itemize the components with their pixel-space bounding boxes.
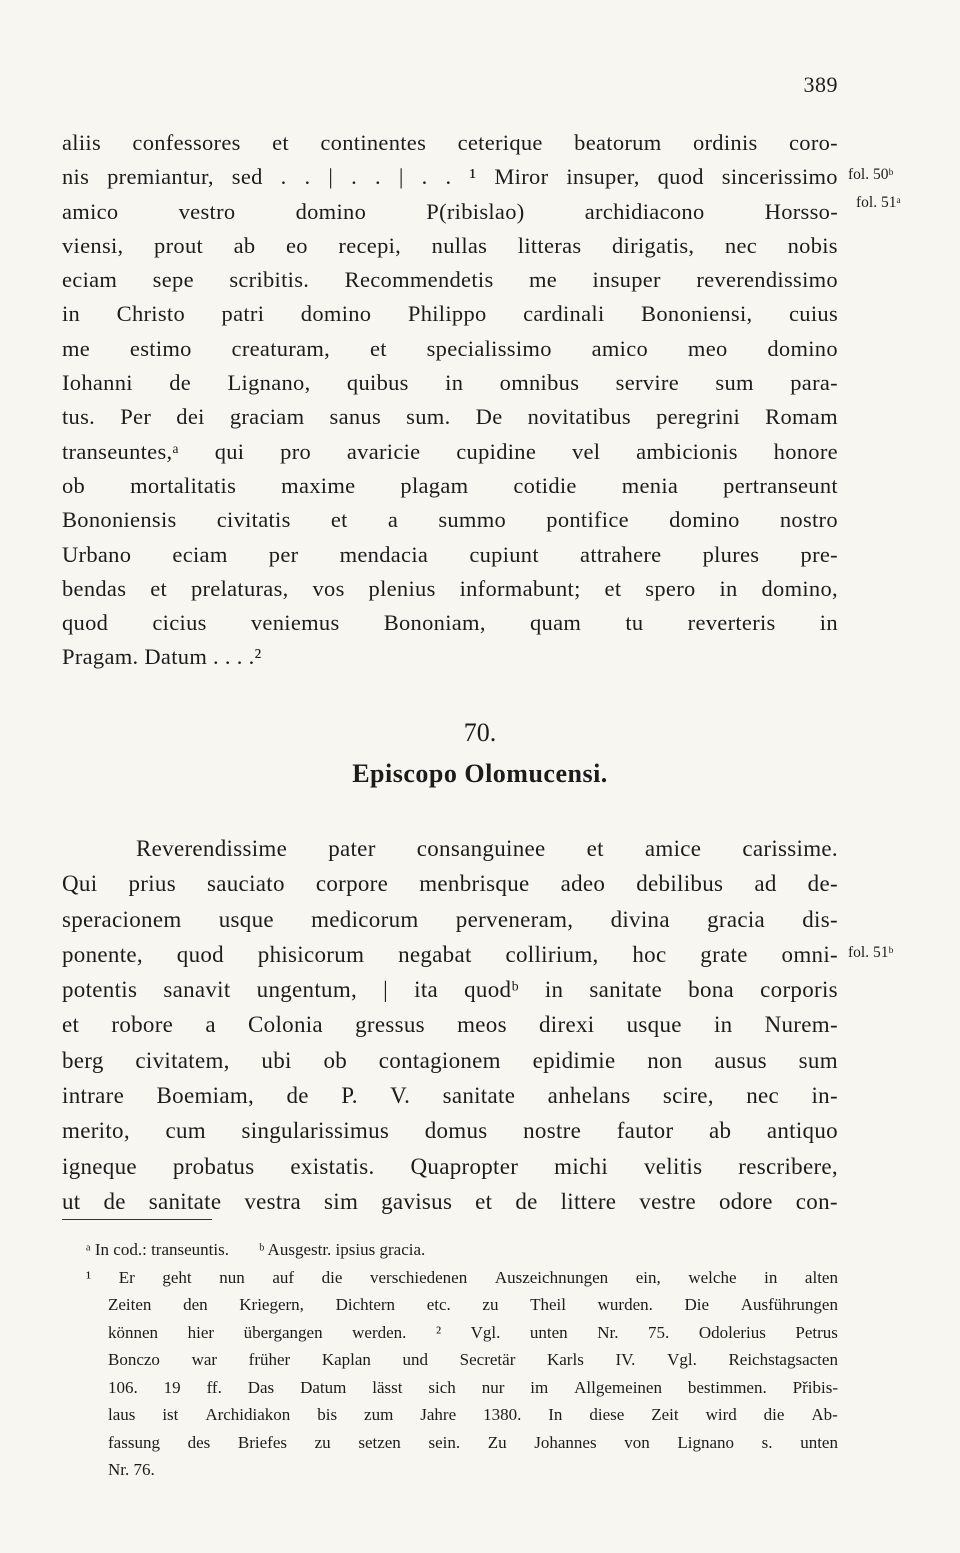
footnote-b: ᵇ Ausgestr. ipsius gracia. <box>258 1240 426 1259</box>
text-line: nis premiantur, sed . . | . . | . . ¹ Miror insuper, quod sincerissimo <box>62 164 838 190</box>
footnote-line: ¹ Er geht nun auf die verschiedenen Auszeichnungen ein, welche in alten <box>86 1267 838 1287</box>
footnote-line <box>86 1236 838 1264</box>
text-line: Iohanni de Lignano, quibus in omnibus servire sum para- <box>62 370 838 396</box>
text-line: ut de sanitate vestra sim gavisus et de littere vestre odore con- <box>62 1188 838 1214</box>
document-heading: Episcopo Olomucensi. <box>352 759 608 788</box>
footnote-line: 106. 19 ff. Das Datum lässt sich nur im Allgemeinen bestimmen. Přibis- <box>108 1377 838 1397</box>
text-line: viensi, prout ab eo recepi, nullas litteras dirigatis, nec nobis <box>62 232 838 258</box>
text-line: quod cicius veniemus Bononiam, quam tu reverteris in <box>62 610 838 636</box>
footnote-divider <box>62 1219 212 1220</box>
text-line: Pragam. Datum . . . .² <box>62 644 262 670</box>
footnote-line: Zeiten den Kriegern, Dichtern etc. zu Theil wurden. Die Ausführungen <box>108 1295 838 1314</box>
text-line: intrare Boemiam, de P. V. sanitate anhelans scire, nec in- <box>62 1083 838 1109</box>
text-line: Urbano eciam per mendacia cupiunt attrahere plures pre- <box>62 541 838 567</box>
text-line: amico vestro domino P(ribislao) archidiacono Horsso- <box>62 198 838 224</box>
footnote-line: fassung des Briefes zu setzen sein. Zu Johannes von Lignano s. unten <box>108 1432 838 1452</box>
page-number: 389 <box>803 72 838 97</box>
footnote-gap <box>229 1236 259 1264</box>
text-line: in Christo patri domino Philippo cardinali Bononiensi, cuius <box>62 301 838 327</box>
text-line: speracionem usque medicorum perveneram, divina gracia dis- <box>62 906 838 932</box>
margin-note-folio: fol. 51ᵇ <box>848 944 894 961</box>
footnote-line: Nr. 76. <box>108 1460 155 1479</box>
previous-letter-text <box>62 126 838 675</box>
margin-note-folio: fol. 51ᵃ <box>856 194 901 211</box>
footnotes <box>86 1236 838 1484</box>
text-line: bendas et prelaturas, vos plenius informabunt; et spero in domino, <box>62 575 838 601</box>
text-line: transeuntes,ᵃ qui pro avaricie cupidine vel ambicionis honore <box>62 438 838 464</box>
text-line: merito, cum singularissimus domus nostre fautor ab antiquo <box>62 1118 838 1144</box>
footnote-a: ᵃ In cod.: transeuntis. <box>86 1240 229 1259</box>
text-line: eciam sepe scribitis. Recommendetis me insuper reverendissimo <box>62 267 838 293</box>
text-line: tus. Per dei graciam sanus sum. De novitatibus peregrini Romam <box>62 404 838 430</box>
footnote-line: laus ist Archidiakon bis zum Jahre 1380. In diese Zeit wird die Ab- <box>108 1405 838 1424</box>
text-line: Qui prius sauciato corpore menbrisque adeo debilibus ad de- <box>62 871 838 897</box>
letter-body <box>62 831 838 1219</box>
text-line: igneque probatus existatis. Quapropter michi velitis rescribere, <box>62 1153 838 1179</box>
text-line: berg civitatem, ubi ob contagionem epidimie non ausus sum <box>62 1047 838 1073</box>
text-line: Bononiensis civitatis et a summo pontifice domino nostro <box>62 507 838 533</box>
footnote-line: können hier übergangen werden. ² Vgl. unten Nr. 75. Odolerius Petrus <box>108 1322 838 1342</box>
salutation-line: Reverendissime pater consanguinee et amice carissime. <box>136 836 838 861</box>
text-line: et robore a Colonia gressus meos direxi usque in Nurem- <box>62 1012 838 1038</box>
document-number: 70. <box>463 718 497 747</box>
text-line: potentis sanavit ungentum, | ita quodᵇ in sanitate bona corporis <box>62 977 838 1003</box>
text-line: aliis confessores et continentes ceterique beatorum ordinis coro- <box>62 130 838 155</box>
footnote-line: Bonczo war früher Kaplan und Secretär Karls IV. Vgl. Reichstagsacten <box>108 1350 838 1369</box>
margin-note-folio: fol. 50ᵇ <box>848 166 894 183</box>
text-line: me estimo creaturam, et specialissimo amico meo domino <box>62 335 838 361</box>
text-line: ponente, quod phisicorum negabat collirium, hoc grate omni- <box>62 941 838 967</box>
text-line: ob mortalitatis maxime plagam cotidie menia pertranseunt <box>62 472 838 498</box>
